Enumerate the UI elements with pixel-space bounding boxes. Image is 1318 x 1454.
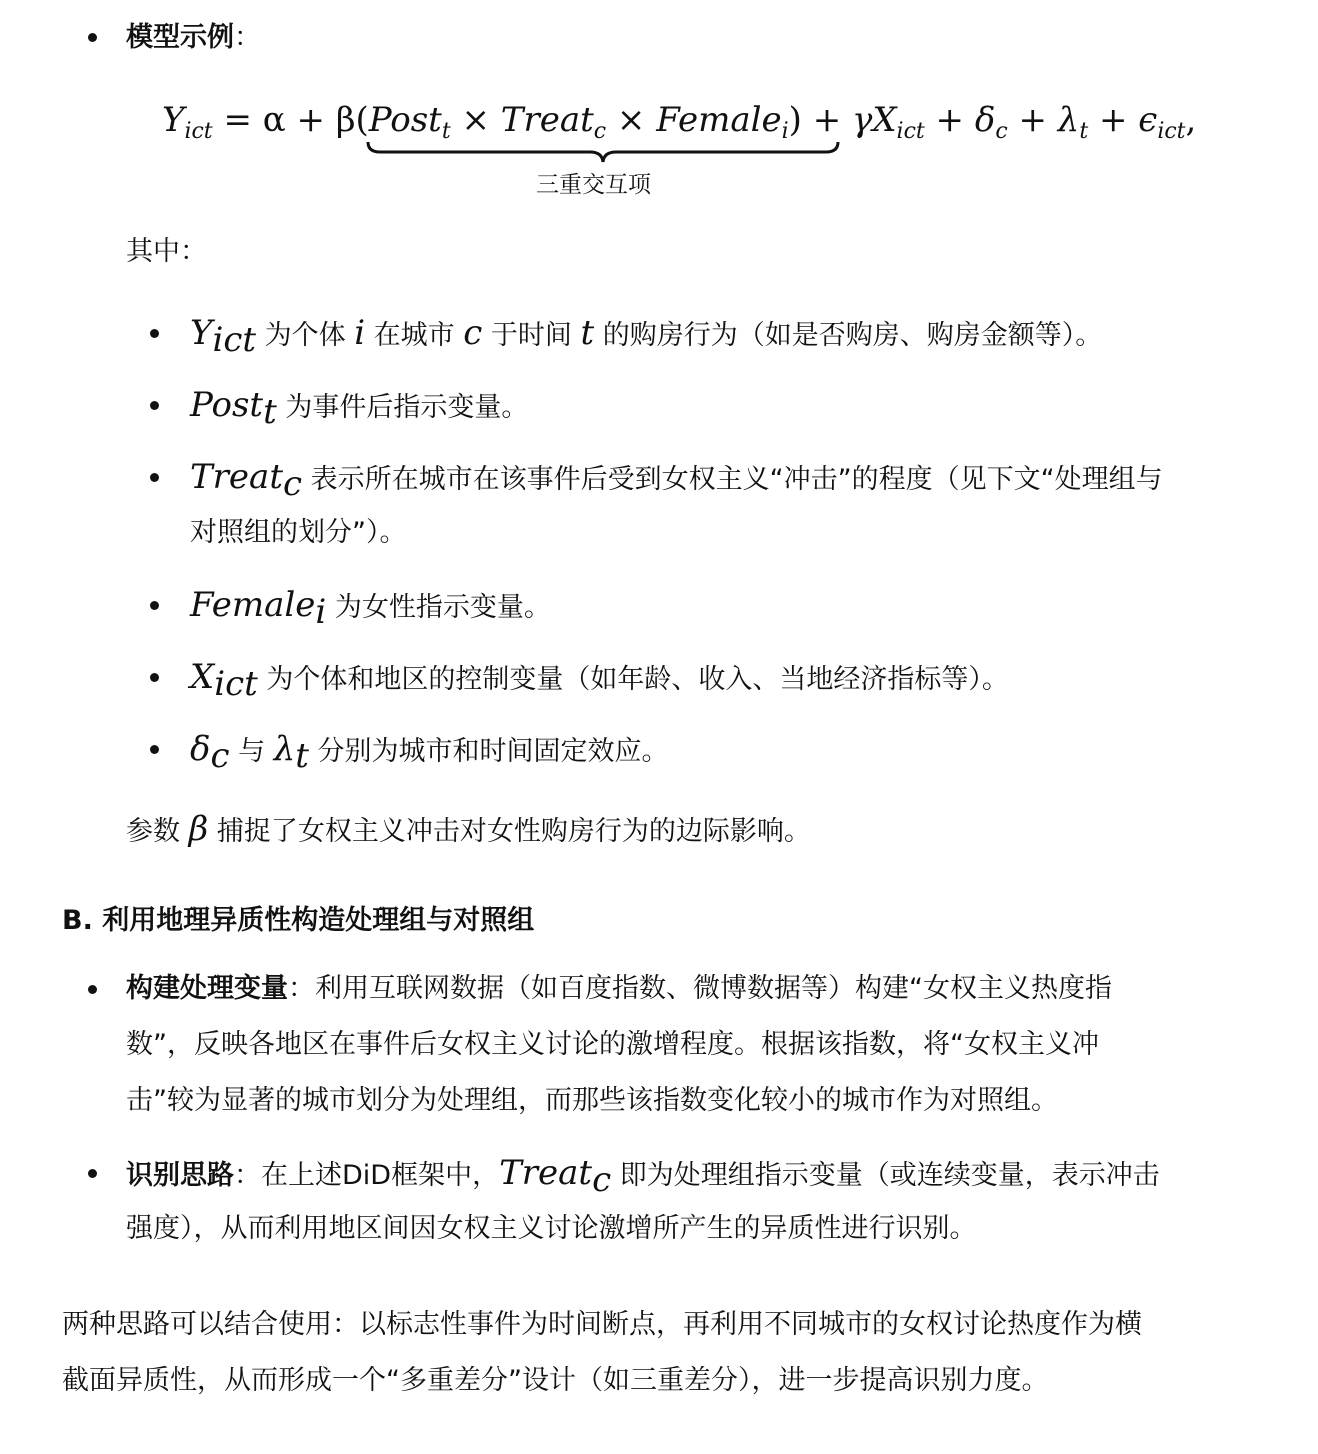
def-female: Female$_i$ 为女性指示变量。 — [190, 585, 551, 632]
build-treatment-line1: 构建处理变量：利用互联网数据（如百度指数、微博数据等）构建“女权主义热度指 — [126, 973, 1112, 1004]
section-b-heading: B. 利用地理异质性构造处理组与对照组 — [62, 905, 535, 936]
list-bullet — [150, 473, 159, 482]
underbrace-label: 三重交互项 — [536, 172, 651, 198]
list-bullet — [150, 745, 159, 754]
list-bullet — [88, 33, 97, 42]
identification-line1: 识别思路：在上述DiD框架中，Treat$_c$ 即为处理组指示变量（或连续变量，表示冲击 — [126, 1153, 1160, 1200]
model-example-line — [126, 18, 261, 58]
conclusion-line2: 截面异质性，从而形成一个“多重差分”设计（如三重差分），进一步提高识别力度。 — [62, 1365, 1049, 1396]
param-sentence: 参数 β 捕捉了女权主义冲击对女性购房行为的边际影响。 — [126, 809, 811, 849]
def-treat-cont: 对照组的划分”）。 — [190, 517, 407, 548]
identification-label: 识别思路 — [126, 1160, 234, 1191]
colon: ： — [234, 22, 261, 53]
def-x: $X_{ict}$ 为个体和地区的控制变量（如年龄、收入、当地经济指标等）。 — [190, 657, 1009, 704]
model-example-label: 模型示例 — [126, 22, 234, 53]
model-formula: $Y_{ict} = \alpha$ + β(Post$_t$ × Treat$_c$ × Female$_i$) + $\gamma X_{ict} + \delta_c + \lambda_t + \epsilon_{ict}$, — [162, 100, 1197, 144]
conclusion-line1: 两种思路可以结合使用：以标志性事件为时间断点，再利用不同城市的女权讨论热度作为横 — [62, 1309, 1142, 1340]
list-bullet — [88, 985, 97, 994]
identification-line2: 强度），从而利用地区间因女权主义讨论激增所产生的异质性进行识别。 — [126, 1213, 977, 1244]
def-fixed-effects: $\delta_c$ 与 $\lambda_t$ 分别为城市和时间固定效应。 — [190, 729, 669, 776]
def-treat: Treat$_c$ 表示所在城市在该事件后受到女权主义“冲击”的程度（见下文“处理组与 — [190, 457, 1163, 504]
build-treatment-line2: 数”，反映各地区在事件后女权主义讨论的激增程度。根据该指数，将“女权主义冲 — [126, 1029, 1099, 1060]
underbrace — [366, 140, 840, 164]
build-treatment-line3: 击”较为显著的城市划分为处理组，而那些该指数变化较小的城市作为对照组。 — [126, 1085, 1058, 1116]
list-bullet — [150, 673, 159, 682]
list-bullet — [150, 329, 159, 338]
build-treatment-label: 构建处理变量 — [126, 973, 288, 1004]
def-post: Post$_t$ 为事件后指示变量。 — [190, 385, 529, 432]
def-y: $Y_{ict}$ 为个体 i 在城市 c 于时间 t 的购房行为（如是否购房、购房金额等）。 — [190, 313, 1103, 360]
list-bullet — [150, 401, 159, 410]
list-bullet — [88, 1169, 97, 1178]
list-bullet — [150, 601, 159, 610]
where-label: 其中： — [126, 236, 207, 267]
